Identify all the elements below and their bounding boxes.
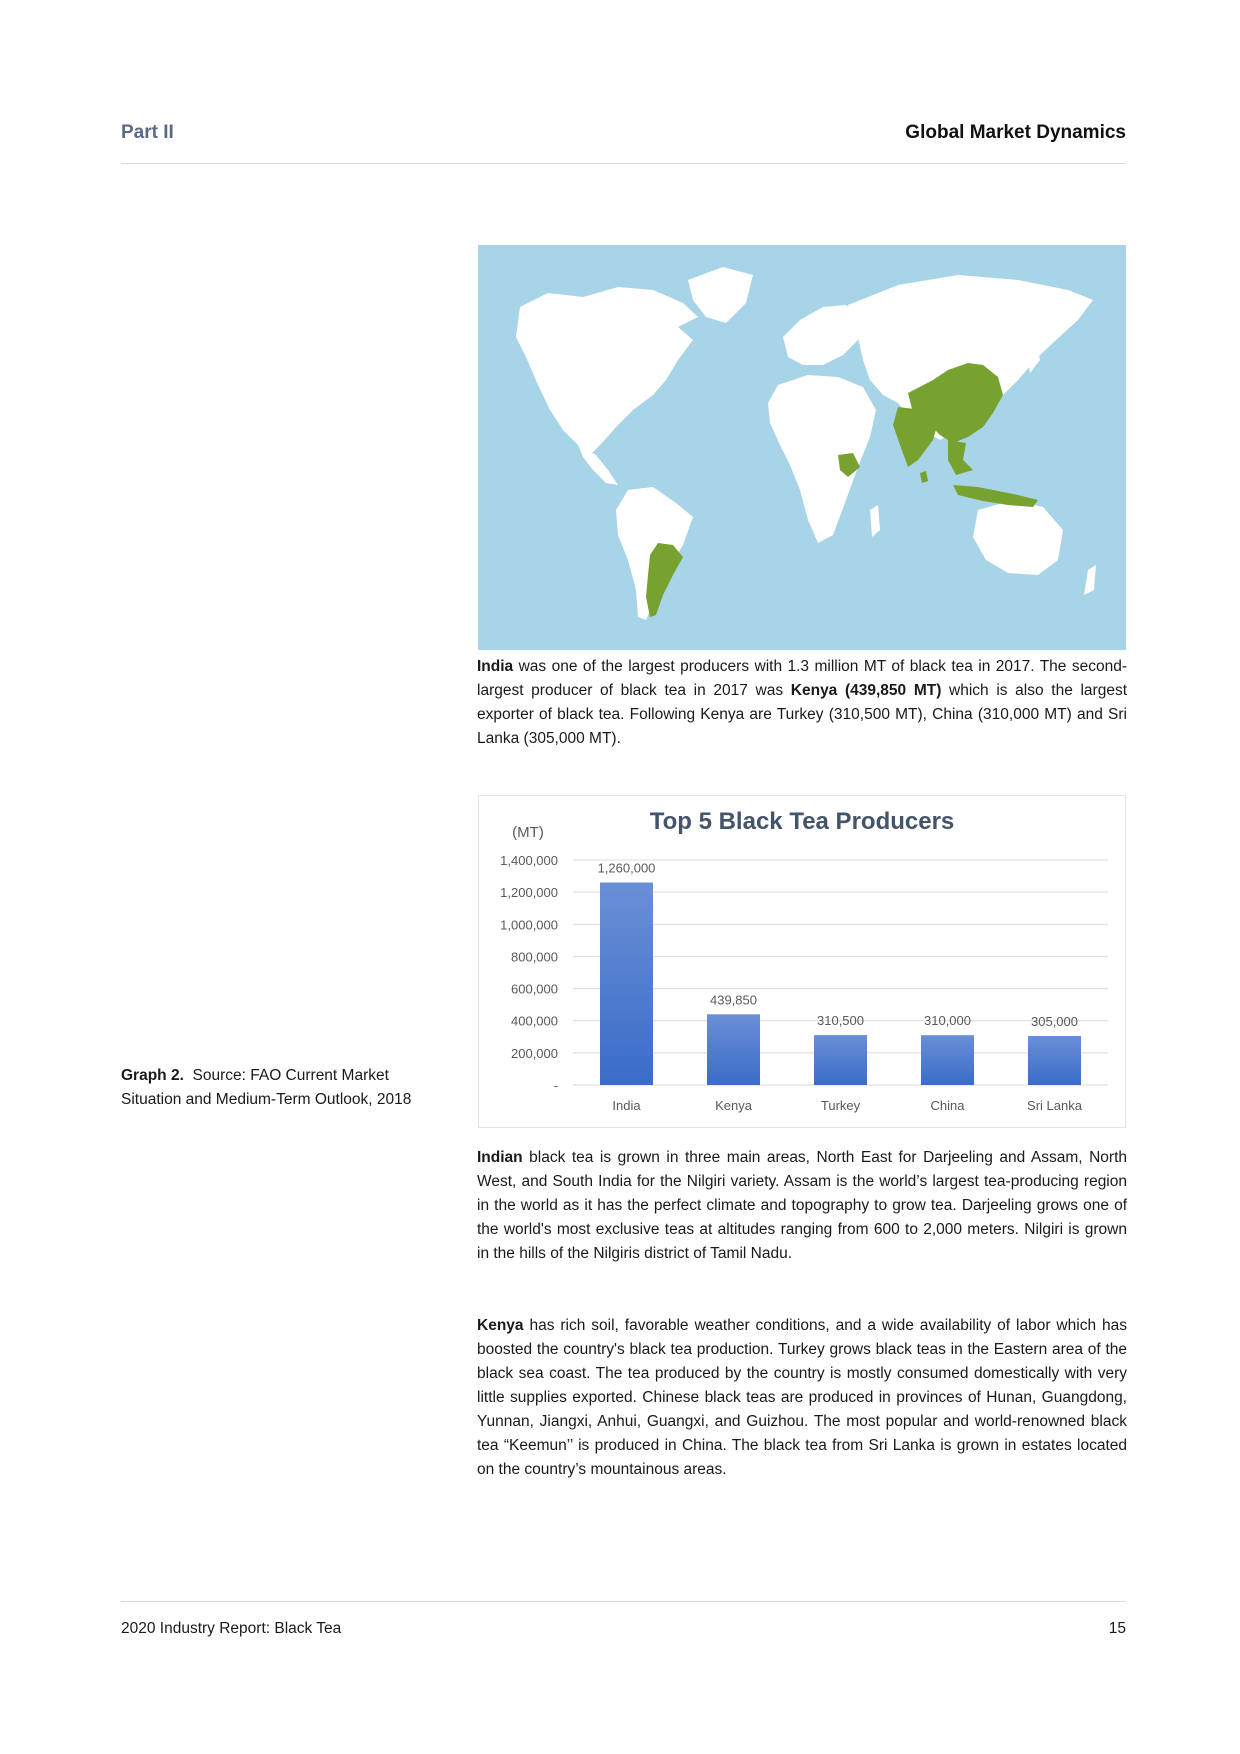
graph-caption	[121, 1064, 431, 1112]
intro-text-2: which is also the largest exporter of black tea. Following Kenya are Turkey (310,500 MT), China (310,000 MT) and Sri Lanka (305,000 MT).	[477, 682, 1128, 747]
chart-ylabel: (MT)	[512, 824, 544, 841]
x-category-label: India	[612, 1098, 641, 1113]
header-title: Global Market Dynamics	[905, 122, 1126, 143]
y-tick-label: 1,000,000	[500, 917, 558, 933]
page-number: 15	[1108, 1620, 1126, 1637]
bar-india	[600, 883, 653, 1086]
header-section: Part II	[121, 122, 174, 143]
y-tick-label: -	[553, 1078, 558, 1093]
kenya-paragraph-bold: Kenya	[477, 1317, 524, 1334]
x-category-label: Turkey	[820, 1098, 861, 1113]
world-map	[478, 245, 1126, 650]
india-paragraph	[477, 1146, 1127, 1266]
footer-divider	[121, 1601, 1126, 1602]
y-tick-label: 600,000	[511, 981, 558, 997]
chart-title: Top 5 Black Tea Producers	[649, 808, 955, 835]
bar-value-label: 439,850	[710, 992, 757, 1008]
bar-value-label: 1,260,000	[597, 860, 656, 876]
caption-text: Source: FAO Current Market Situation and Medium-Term Outlook, 2018	[121, 1067, 412, 1108]
y-tick-label: 1,200,000	[500, 885, 558, 901]
intro-paragraph	[477, 655, 1127, 751]
x-category-label: Kenya	[715, 1098, 752, 1113]
y-tick-label: 1,400,000	[500, 853, 558, 868]
kenya-paragraph	[477, 1314, 1127, 1482]
bar-chart	[478, 795, 1126, 1128]
bar-china	[921, 1035, 974, 1085]
x-category-label: China	[930, 1098, 965, 1113]
y-tick-label: 200,000	[511, 1045, 558, 1061]
kenya-paragraph-text: has rich soil, favorable weather conditions, and a wide availability of labor which has boosted the country's black tea production. Turkey grows black teas in the Eastern area of the black sea coast. The tea produced by the country is mostly consumed domestically with very little supplies exported. Chinese black teas are produced in provinces of Hunan, Guangdong, Yunnan, Jiangxi, Anhui, Guangxi, and Guizhou. The most popular and world-renowned black tea “Keemun’’ is produced in China. The black tea from Sri Lanka is grown in estates located on the country’s mountainous areas.	[477, 1317, 1127, 1478]
caption-label: Graph 2.	[121, 1067, 184, 1084]
y-tick-label: 800,000	[511, 949, 558, 965]
bar-turkey	[814, 1035, 867, 1085]
x-category-label: Sri Lanka	[1027, 1098, 1082, 1113]
bar-value-label: 310,500	[817, 1013, 864, 1029]
intro-india-bold: India	[477, 658, 514, 675]
intro-kenya-bold: Kenya (439,850 MT)	[790, 682, 942, 699]
header-divider	[121, 163, 1126, 164]
intro-text-1: was one of the largest producers with 1.3 million MT of black tea in 2017. The second-largest producer of black tea in 2017 was	[477, 658, 1127, 699]
india-paragraph-text: black tea is grown in three main areas, North East for Darjeeling and Assam, North West, and South India for the Nilgiri variety. Assam is the world’s largest tea-producing region in the world as it has the perfect climate and topography to grow tea. Darjeeling grows one of the world's most exclusive teas at altitudes ranging from 600 to 2,000 meters. Nilgiri is grown in the hills of the Nilgiris district of Tamil Nadu.	[477, 1149, 1127, 1262]
y-tick-label: 400,000	[511, 1013, 558, 1029]
bar-value-label: 310,000	[924, 1013, 971, 1029]
bar-kenya	[707, 1014, 760, 1085]
bar-value-label: 305,000	[1031, 1013, 1078, 1029]
footer-report-title: 2020 Industry Report: Black Tea	[121, 1620, 342, 1637]
bar-sri-lanka	[1028, 1036, 1081, 1085]
india-paragraph-bold: Indian	[477, 1149, 523, 1166]
